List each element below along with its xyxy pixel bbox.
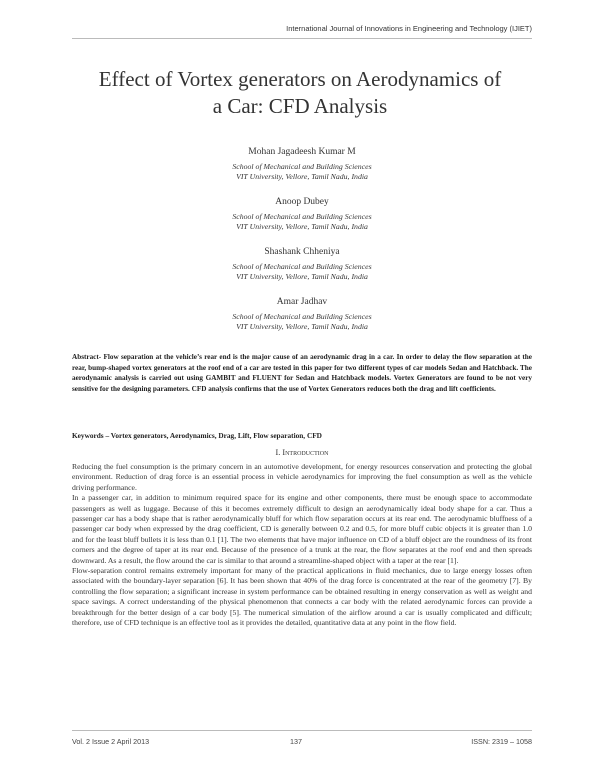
header-rule [72,38,532,39]
author-name: Amar Jadhav [276,297,328,307]
author-affiliation: School of Mechanical and Building Sciences [232,312,372,321]
paragraph-2: In a passenger car, in addition to minimum required space for its engine and other components, there must be enough space to accommodate passengers as well as luggage. Because of this it becomes extremely difficult to design an aerodynamically ideal body shape for a car. Thus a passenger car has a body shape that is rather aerodynamically bluff for which flow separation occurs at its rear end. The aerodynamic bluffness of a passenger car body when expressed by the drag coefficient, CD is generally between 0.2 and 0.5, for more bluff cubic objects it is greater than 1.0 and for the least bluff bullets it is less than 0.1 [1]. The two elements that have major influence on CD of a bluff object are the roundness of its front corners and the degree of taper at its rear end. Because of the presence of a trunk at the rear, the flow separates at the roof end and then spreads downward. As a result, the flow around the car is similar to that around a streamline-shaped object with a taper at the rear [1]. [72,493,532,565]
author-location: VIT University, Vellore, Tamil Nadu, India [236,172,368,181]
title-line-1: Effect of Vortex generators on Aerodynamics of [98,67,502,91]
author-name: Shashank Chheniya [264,247,340,257]
page-number: 137 [290,737,302,746]
abstract [72,352,532,394]
author-location: VIT University, Vellore, Tamil Nadu, India [236,272,368,281]
abstract-label: Abstract- [72,353,102,361]
author-location: VIT University, Vellore, Tamil Nadu, India [236,322,368,331]
footer-volume: Vol. 2 Issue 2 April 2013 [72,737,150,746]
author-1 [72,146,532,182]
paragraph-3: Flow-separation control remains extremely important for many of the practical applications in fluid mechanics, due to large energy losses often associated with the boundary-layer separation [6]. It has been shown that 40% of the drag force is concentrated at the rear of the geometry [7]. By controlling the flow separation; a significant increase in system performance can be obtained resulting in energy conservation as well as weight and space savings. A correct understanding of the physical phenomenon that connects a car body with the related aerodynamic forces can provide a breakthrough for the better design of a car body [5]. The numerical simulation of the airflow around a car is usually complicated and difficult; therefore, use of CFD technique is an effective tool as it provides the detailed, quantitative data at any point in the flow field. [72,566,532,628]
keywords: Keywords – Vortex generators, Aerodynamics, Drag, Lift, Flow separation, CFD [72,431,322,440]
author-2 [72,196,532,232]
author-4 [72,296,532,332]
author-3 [72,246,532,282]
footer-rule [72,730,532,731]
author-affiliation: School of Mechanical and Building Sciences [232,212,372,221]
paragraph-1: Reducing the fuel consumption is the primary concern in an automotive development, for energy resources conservation and protecting the global environment. Reduction of drag force is an essential process in vehicle aerodynamics for improving the fuel consumption as well as the vehicle driving performance. [72,462,532,492]
author-name: Anoop Dubey [275,197,329,207]
section-number: I. [275,448,281,457]
author-block [72,146,532,346]
section-heading [72,448,532,457]
author-name: Mohan Jagadeesh Kumar M [248,147,356,157]
author-affiliation: School of Mechanical and Building Sciences [232,162,372,171]
footer-issn: ISSN: 2319 – 1058 [471,737,532,746]
author-affiliation: School of Mechanical and Building Sciences [232,262,372,271]
abstract-text: Flow separation at the vehicle’s rear end is the major cause of an aerodynamic drag in a car. In order to delay the flow separation at the rear, bump-shaped vortex generators at the roof end of a car are tested in this paper for two different types of car models Sedan and Hatchback. The aerodynamic analysis is carried out using GAMBIT and FLUENT for Sedan and Hatchback models. Vortex Generators are found to be not very sensitive for the designing parameters. CFD analysis confirms that the use of Vortex Generators reduces both the drag and lift coefficients. [72,353,532,393]
title-line-2: a Car: CFD Analysis [212,94,388,118]
author-location: VIT University, Vellore, Tamil Nadu, India [236,222,368,231]
paper-title [60,66,540,120]
journal-header: International Journal of Innovations in Engineering and Technology (IJIET) [286,24,532,33]
section-title: Introduction [282,448,329,457]
body-text [72,462,532,629]
